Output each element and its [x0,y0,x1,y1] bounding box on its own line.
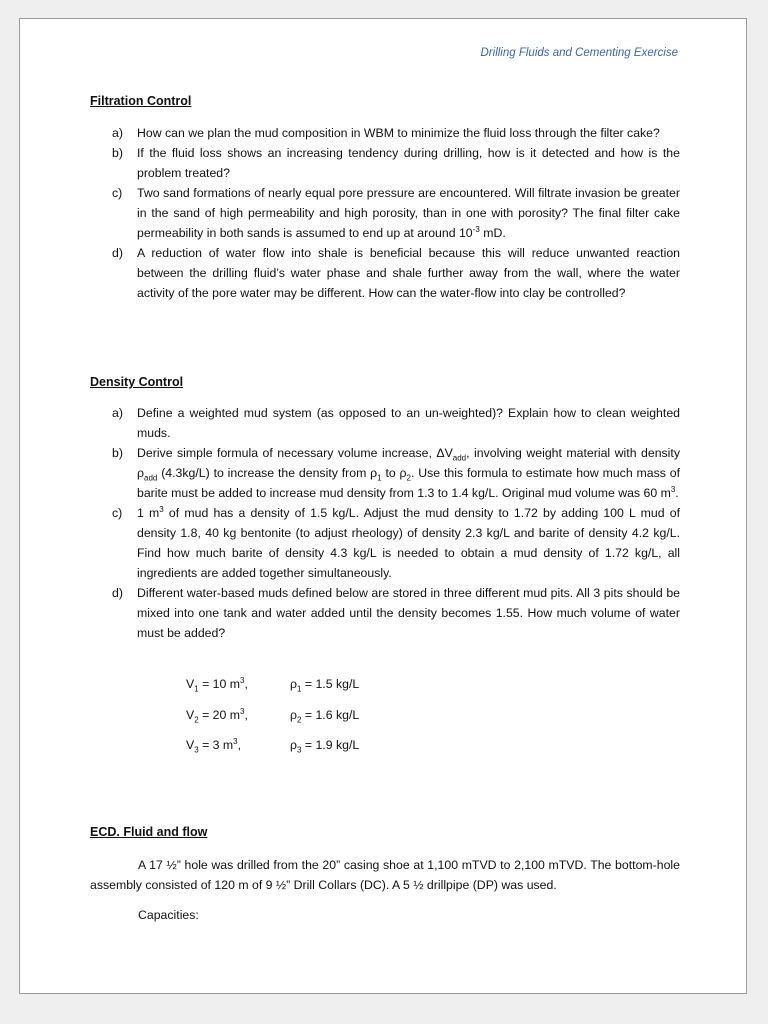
list-item: a) How can we plan the mud composition in WBM to minimize the fluid loss through the filter cake? [112,126,660,140]
density-list [90,403,680,643]
capacities-label: Capacities: [138,908,199,922]
section-title-filtration: Filtration Control [90,94,192,108]
ecd-paragraph: A 17 ½” hole was drilled from the 20” casing shoe at 1,100 mTVD to 2,100 mTVD. The bottom-hole assembly consisted of 120 m of 9 ½” Drill Collars (DC). A 5 ½ drillpipe (DP) was used. [90,858,680,892]
list-item: d) A reduction of water flow into shale is beneficial because this will reduce unwanted reaction between the drilling fluid’s water phase and shale further away from the wall, where the water activity of the pore water may be different. How can the water-flow into clay be controlled? [112,246,680,300]
page-header: Drilling Fluids and Cementing Exercise [480,47,678,59]
list-item: d) Different water-based muds defined below are stored in three different mud pits. All 3 pits should be mixed into one tank and water added until the density becomes 1.55. How much volume of water must be added? [112,586,680,640]
section-title-ecd: ECD. Fluid and flow [90,825,208,839]
list-item: a) Define a weighted mud system (as opposed to an un-weighted)? Explain how to clean weighted muds. [112,406,680,440]
pit-equation-2: $V_2 = 20$ $m^3$, $\rho_2 = 1.6$ kg/L [186,706,360,725]
list-item: c) 1 $m^3$ of mud has a density of 1.5 kg/L. Adjust the mud density to 1.72 by adding 100 L mud of density 1.8, 40 kg bentonite (to adjust rheology) of density 2.3 kg/L and barite of density 4.2 kg/L. Find how much barite of density 4.3 kg/L is needed to obtain a mud density of 1.72 kg/L, all ingredients are added together simultaneously. [112,504,680,580]
list-item: b) If the fluid loss shows an increasing tendency during drilling, how is it detected and how is the problem treated? [112,146,680,180]
list-item: c) Two sand formations of nearly equal pore pressure are encountered. Will filtrate invasion be greater in the sand of high permeability and high porosity, than in one with porosity? The final filter cake permeability in both sands is assumed to end up at around $10^{-3}$ mD. [112,186,680,240]
pit-equation-1: $V_1 = 10$ $m^3$, $\rho_1 = 1.5$ kg/L [186,675,360,694]
pit-equation-3: $V_3 = 3$ $m^3$, $\rho_3 = 1.9$ kg/L [186,736,360,755]
list-item: b) Derive simple formula of necessary volume increase, $\Delta V_{add}$, involving weight material with density $\rho_{add}$ (4.3kg/L) to increase the density from $\rho_1$ to $\rho_2$. Use this formula to estimate how much mass of barite must be added to increase mud density from 1.3 to 1.4 kg/L. Original mud volume was 60 $m^3$. [112,446,680,500]
section-title-density: Density Control [90,375,184,389]
filtration-list [90,123,680,303]
document-page [19,18,747,994]
